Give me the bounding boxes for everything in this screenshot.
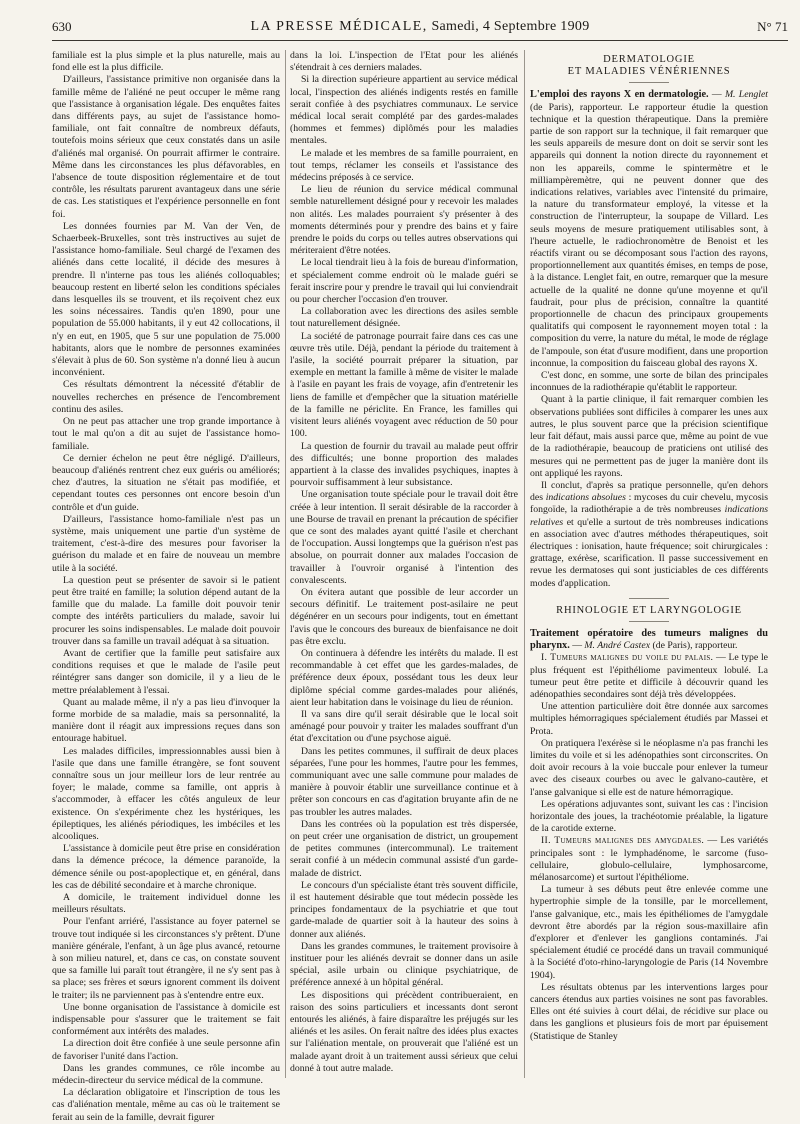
paragraph: familiale est la plus simple et la plus naturelle, mais au fond elle est la plus difficile. xyxy=(52,50,280,74)
paragraph: Le lieu de réunion du service médical communal semble naturellement désigné pour y recevoir les malades non alités. Les malades pourraient s'y présenter à des moments déterminés pour y prendre des bains et y faire prendre le poids du corps ou telles autres observations qui mériteraient d'être notées. xyxy=(290,184,518,257)
dash: — xyxy=(711,89,725,101)
running-title xyxy=(142,19,698,35)
section-divider xyxy=(629,621,669,622)
emphasis: indications relatives xyxy=(530,504,768,528)
paragraph: D'ailleurs, l'assistance homo-familiale n'est pas un système, mais uniquement une partie d'un système de traitement, c'est-à-dire des mesures pour favoriser la guérison du malade et en faire de nouveau un membre utile à la société. xyxy=(52,513,280,574)
paragraph: Les dispositions qui précèdent contribueraient, en raison des soins particuliers et incessants dont seront entourés les aliénés, à faire disparaître les préjugés sur les aliénés et les asiles. On ferait naître des idées plus exactes sur l'aliénation mentale, on prouverait que l'aliéné est un malade ayant droit à un traitement aussi sérieux que celui donné à tout autre malade. xyxy=(290,989,518,1074)
paragraph: Ce dernier échelon ne peut être négligé. D'ailleurs, beaucoup d'aliénés rentrent chez eux guéris ou améliorés; chez d'autres, la situation ne s'était pas modifiée, et cependant toutes ces personnes ont encore besoin d'un contrôle et d'un guide. xyxy=(52,452,280,513)
paragraph: On ne peut pas attacher une trop grande importance à tout le mal qu'on a dit au sujet de l'assistance homo-familiale. xyxy=(52,416,280,452)
paragraph xyxy=(530,652,768,701)
text-run: : mycoses du cuir chevelu, mycosis fongoïde, la radiothérapie a de très nombreuses xyxy=(530,492,768,516)
column-3 xyxy=(530,50,768,1078)
paragraph: La déclaration obligatoire et l'inscription de tous les cas d'aliénation mentale, même au cas où le traitement se ferait au sein de la famille, devrait figurer xyxy=(52,1087,280,1123)
paragraph: Avant de certifier que la famille peut satisfaire aux conditions requises et que le malade de l'asile peut réintégrer sans danger son domicile, il y a lieu de le mettre préalablement à l'essai. xyxy=(52,647,280,696)
paragraph: Les opérations adjuvantes sont, suivant les cas : l'incision horizontale des joues, la trachéotomie préalable, la ligature de la carotide externe. xyxy=(530,798,768,835)
article-text: Le rapporteur étudie la question technique et la question thérapeutique. Dans la première partie de son rapport sur la technique, il fait remarquer que les seuls appareils de mesure dont on doit se servir sont les appareils qui donnent la notion directe du rayonnement et non les appareils, comme le spintermètre et le milliampèremètre, qui ne peuvent donner que des indications relatives, variables avec l'intensité du primaire, la nature du transformateur employé, la vitesse et la construction de l'interrupteur, la soupape de Villard. Les seuls moyens de mesure pratiquement utilisables sont, à l'heure actuelle, le radiochronomètre de Benoist et les réactifs virant ou se décomposant sous l'action des rayons, proportionnellement aux quantités émises, en temps de pose, à la distance. Lenglet fait, en outre, remarquer que la mesure actuelle de la qualité ne donne qu'une moyenne et qu'il faudrait, pour plus de précision, connaître la quantité proportionnelle de chacun des principaux groupements qualitatifs qui composent le rayonnement moyen total : la composition du verre, la nature du métal, le mode de réglage de l'ampoule, son état d'usure modifient, dans une proportion inconnue, la composition du faisceau global des rayons X. xyxy=(530,101,769,369)
paragraph: Dans les contrées où la population est très dispersée, on peut créer une organisation de district, un groupement de petites communes (intercommunal). Le traitement serait confié à un médecin communal assisté d'un garde-malade de district. xyxy=(290,818,518,879)
page-header xyxy=(52,14,788,41)
article-title: L'emploi des rayons X en dermatologie. xyxy=(530,89,709,101)
paragraph: Dans les petites communes, il suffirait de deux places séparées, l'une pour les hommes, l'autre pour les femmes, communiquant avec une salle commune pour malades de manière à pouvoir établir une surveillance continue et à prêter son concours en cas d'agitation bruyante afin de ne pas troubler les autres malades. xyxy=(290,745,518,818)
paragraph: La tumeur à ses débuts peut être enlevée comme une hypertrophie simple de la tonsille, par le morcellement, l'anse galvanique, etc., mais les épithéliomes de l'amygdale devront être abordés par la région sous-maxillaire afin d'explorer et d'enlever les ganglions contaminés. J'ai spécialement étudié ce procédé dans un travail communiqué à la Société d'oto-rhino-laryngologie de Paris (14 Novembre 1904). xyxy=(530,884,768,981)
subsection-heading: I. Tumeurs malignes du voile du palais. xyxy=(541,652,714,664)
paragraph: La société de patronage pourrait faire dans ces cas une œuvre très utile. Déjà, pendant la période du traitement à l'asile, la société pourrait préparer la situation, par exemple en mettant la famille à même de visiter le malade à l'asile en payant les frais de voyage, afin d'entretenir les liens de famille et d'empêcher que la situation matérielle de la famille ne périclite. En France, les familles qui visitent leurs aliénés voyagent avec réduction de 50 pour 100. xyxy=(290,330,518,440)
article-title: Traitement opératoire des tumeurs malignes du pharynx. xyxy=(530,627,768,652)
paragraph: On évitera autant que possible de leur accorder un secours définitif. Le traitement post-asilaire ne peut dégénérer en un secours pour indigents, tout en émettant l'avis que le concours des bureaux de bienfaisance ne doit pas être exclu. xyxy=(290,586,518,647)
article-author: M. Lenglet xyxy=(724,89,769,101)
section-divider xyxy=(629,598,669,599)
paragraph: Dans les grandes communes, ce rôle incombe au médecin-directeur du service médical de la commune. xyxy=(52,1062,280,1087)
text-run: — Les variétés principales sont : le lymphadénome, le sarcome (fuso-cellulaire, globulo-cellulaire, lymphosarcome, mélanosarcome) et surtout l'épithéliome. xyxy=(530,835,768,883)
paragraph: Une bonne organisation de l'assistance à domicile est indispensable pour s'assurer que le traitement se fait conformément aux intérêts des malades. xyxy=(52,1001,280,1038)
paragraph xyxy=(530,480,768,590)
paragraph: Une organisation toute spéciale pour le travail doit être créée à leur intention. Il serait désirable de la raccorder à une Bourse de travail en prenant la précaution de spécifier que ce sont des malades ayant quitté l'asile et cherchant de l'occupation. Aussi longtemps que la guérison n'est pas absolue, on pourrait donner aux malades l'occasion de travailler à l'ouvroir organisé à l'intention des convalescents. xyxy=(290,489,518,586)
page-number: 630 xyxy=(52,19,72,34)
column-2 xyxy=(290,50,518,1078)
paragraph: Quant au malade même, il n'y a pas lieu d'invoquer la forme morbide de sa maladie, mais sa personnalité, la manière dont il réagit aux impressions reçues dans son entourage habituel. xyxy=(52,696,280,745)
paragraph: On pratiquera l'exérèse si le néoplasme n'a pas franchi les limites du voile et si les adénopathies sont circonscrites. On doit avoir recours à la voie buccale pour enlever la tumeur avec des ciseaux courbes ou avec le galvano-cautère, et l'anse galvanique si elle est de nature hémorragique. xyxy=(530,737,768,798)
article-affiliation: (de Paris), rapporteur. xyxy=(530,101,629,113)
paragraph: Les malades difficiles, impressionnables aussi bien à l'asile que dans une famille étrangère, se font souvent connaître sous un jour meilleur lors de leur rentrée au foyer; le malade, comme sa famille, ont appris à s'accommoder, à effacer les côtés anguleux de leur existence. On s'expérimente chez les hystériques, les épileptiques, les aliénés périodiques, les imbéciles et les alcooliques. xyxy=(52,745,280,842)
paragraph: C'est donc, en somme, une sorte de bilan des principales inconnues de la radiothérapie qu'établit le rapporteur. xyxy=(530,370,768,394)
section-title-line: DERMATOLOGIE xyxy=(603,54,695,65)
paragraph: Les données fournies par M. Van der Ven, de Schaerbeek-Bruxelles, sont très instructives au sujet de l'assistance homo-familiale. Seul chargé de l'examen des aliénés dans cette localité, il décide des mesures à prendre. Il n'interne pas tous les aliénés colloquables; beaucoup restent en liberté selon les conditions spéciales dans lesquelles ils se trouvent, et ils reçoivent chez eux les soins nécessaires. Tandis qu'en 1890, pour une population de 55.000 habitants, il y eut 42 collocations, il n'y en eut, en 1905, que 5 sur une population de 75.000 habitants, alors que le nombre de personnes examinées s'élevait à plus de 60. Son système n'a donné lieu à aucun inconvénient. xyxy=(52,220,280,379)
section-title-line: ET MALADIES VÉNÉRIENNES xyxy=(567,66,731,78)
paragraph: Quant à la partie clinique, il fait remarquer combien les observations publiées sont difficiles à comparer les unes aux autres, le plus souvent parce que la précision scientifique leur fait défaut, mais aussi parce que, même au point de vue de la radiothérapie, beaucoup de praticiens ont utilisé des mesures qui ne permettent pas de juger la manière dont ils ont appliqué les rayons. xyxy=(530,394,768,479)
paragraph: Ces résultats démontrent la nécessité d'établir de nouvelles recherches en présence de l'encombrement continu des asiles. xyxy=(52,379,280,415)
article-author: M. André Castex xyxy=(584,640,651,652)
paragraph: D'ailleurs, l'assistance primitive non organisée dans la famille même de l'aliéné ne peut occuper le même rang que l'assistance à organisation légale. Des enquêtes faites dans différents pays, au sujet de l'assistance homo-familiale, ont fait connaître de nombreux défauts, toutefois moins sérieux que ceux constatés dans un asile d'aliénés mal organisé. On pourrait affirmer le contraire. Même dans les circonstances les plus défavorables, en l'absence de toute disposition réglementaire et de tout contrôle, les résultats parurent avantageux dans une série de cas. Les statistiques et l'expérience personnelle en font foi. xyxy=(52,74,280,220)
section-heading-dermatology xyxy=(530,54,768,78)
paragraph: Une attention particulière doit être donnée aux sarcomes multiples hémorragiques spécialement étudiés par Massei et Prota. xyxy=(530,701,768,737)
paragraph: La collaboration avec les directions des asiles semble tout naturellement désignée. xyxy=(290,306,518,330)
paragraph: Il va sans dire qu'il serait désirable que le local soit aménagé pour pouvoir y traiter les malades souffrant d'un état d'excitation ou d'une psychose aiguë. xyxy=(290,708,518,745)
article-affiliation: (de Paris), rapporteur. xyxy=(650,640,738,652)
paragraph: Si la direction supérieure appartient au service médical local, l'inspection des aliénés indigents restés en famille serait confiée à des psychiatres communaux. Le service médical local serait complété par des gardes-malades (hommes et femmes) diplômés pour les maladies mentales. xyxy=(290,74,518,147)
emphasis: indications absolues xyxy=(545,492,626,504)
text-run: et qu'elle a surtout de très nombreuses indications en association avec d'autres méthodes thérapeutiques, soit électriques : ionisation, haute fréquence; soit chirurgicales : grattage, exérèse, scarification. Il passe successivement en revue les dermatoses qui sont justiciables de ces différents modes d'application. xyxy=(530,516,768,589)
journal-name: LA PRESSE MÉDICALE, xyxy=(250,19,428,34)
article-lead xyxy=(530,628,768,652)
paragraph: Dans les grandes communes, le traitement provisoire à instituer pour les aliénés devrait se donner dans un asile spécial, asile urbain ou clinique psychiatrique, de préférence annexé à un hôpital général. xyxy=(290,940,518,989)
paragraph xyxy=(530,835,768,884)
paragraph: Le local tiendrait lieu à la fois de bureau d'information, et spécialement comme endroit où le malade guéri se ferait inscrire pour y prendre le travail qui lui conviendrait ou pour chercher l'occasion d'en trouver. xyxy=(290,257,518,306)
paragraph: Le malade et les membres de sa famille pourraient, en tout temps, réclamer les conseils et l'assistance des médecins préposés à ce service. xyxy=(290,147,518,184)
dash: — xyxy=(572,640,585,652)
section-divider xyxy=(629,82,669,83)
subsection-heading: II. Tumeurs malignes des amygdales. xyxy=(541,835,705,847)
paragraph: La direction doit être confiée à une seule personne afin de favoriser l'unité dans l'action. xyxy=(52,1038,280,1062)
paragraph: Le concours d'un spécialiste étant très souvent difficile, il est hautement désirable que tout médecin possède les principes fondamentaux de la psychiatrie et que tout garde-malade de quartier soit à la hauteur des soins à donner aux aliénés. xyxy=(290,879,518,940)
column-divider xyxy=(285,50,286,1078)
issue-number: N° 71 xyxy=(757,19,788,34)
paragraph: Pour l'enfant arriéré, l'assistance au foyer paternel se trouve tout indiquée si les circonstances s'y prêtent. D'une manière générale, l'enfant, à un âge plus avancé, retourne à son milieu naturel, et, dans ce cas, on constate souvent que sa famille lui paraît tout étrangère, il ne s'y sent pas à sa place; ses frères et sœurs ignorent comment ils doivent le traiter; ils ne parviennent pas à s'entendre entre eux. xyxy=(52,916,280,1001)
column-divider xyxy=(524,50,525,1078)
column-1 xyxy=(52,50,280,1123)
paragraph: A domicile, le traitement individuel donne les meilleurs résultats. xyxy=(52,892,280,916)
paragraph: Les résultats obtenus par les interventions larges pour cancers étendus aux parties voisines ne sont pas favorables. Elles ont été suivies à court délai, de récidive sur place ou dans les ganglions et plusieurs fois de mort par épuisement (Statistique de Stanley xyxy=(530,981,768,1042)
article-lead xyxy=(530,89,768,370)
paragraph: L'assistance à domicile peut être prise en considération dans la démence précoce, la démence paranoïde, la démence sénile ou post-apoplectique et, en général, dans les cas de débilité secondaire et à marche chronique. xyxy=(52,843,280,891)
issue-date: Samedi, 4 Septembre 1909 xyxy=(431,19,590,34)
paragraph: On continuera à défendre les intérêts du malade. Il est recommandable à cet effet que les gardes-malades, de préférence deux époux, possédant tous les deux leur diplôme spécial comme gardes-malades pour aliénés, aient leur habitation dans le voisinage du lieu de réunion. xyxy=(290,647,518,708)
section-heading-rhinology: RHINOLOGIE ET LARYNGOLOGIE xyxy=(556,604,742,616)
paragraph: dans la loi. L'inspection de l'Etat pour les aliénés s'étendrait à ces derniers malades. xyxy=(290,50,518,74)
text-run: — Le type le plus fréquent est l'épithéliome pavimenteux lobulé. La tumeur peut être petite et difficile à découvrir quand les adénopathies secondaires sont déjà très développées. xyxy=(530,652,769,700)
paragraph: La question peut se présenter de savoir si le patient peut être traité en famille; la solution dépend autant de la famille que du malade. La famille doit pouvoir tenir compte des intérêts particuliers du malade, savoir lui procurer les soins indispensables. Le malade doit pouvoir trouver dans sa famille un travail adéquat à sa situation. xyxy=(52,574,280,647)
paragraph: La question de fournir du travail au malade peut offrir des difficultés; une bonne proportion des malades appartient à la classe des invalides psychiques, inaptes à pourvoir suffisamment à leur subsistance. xyxy=(290,440,518,489)
text-run: Il conclut, d'après sa pratique personnelle, qu'en dehors des xyxy=(530,479,768,504)
